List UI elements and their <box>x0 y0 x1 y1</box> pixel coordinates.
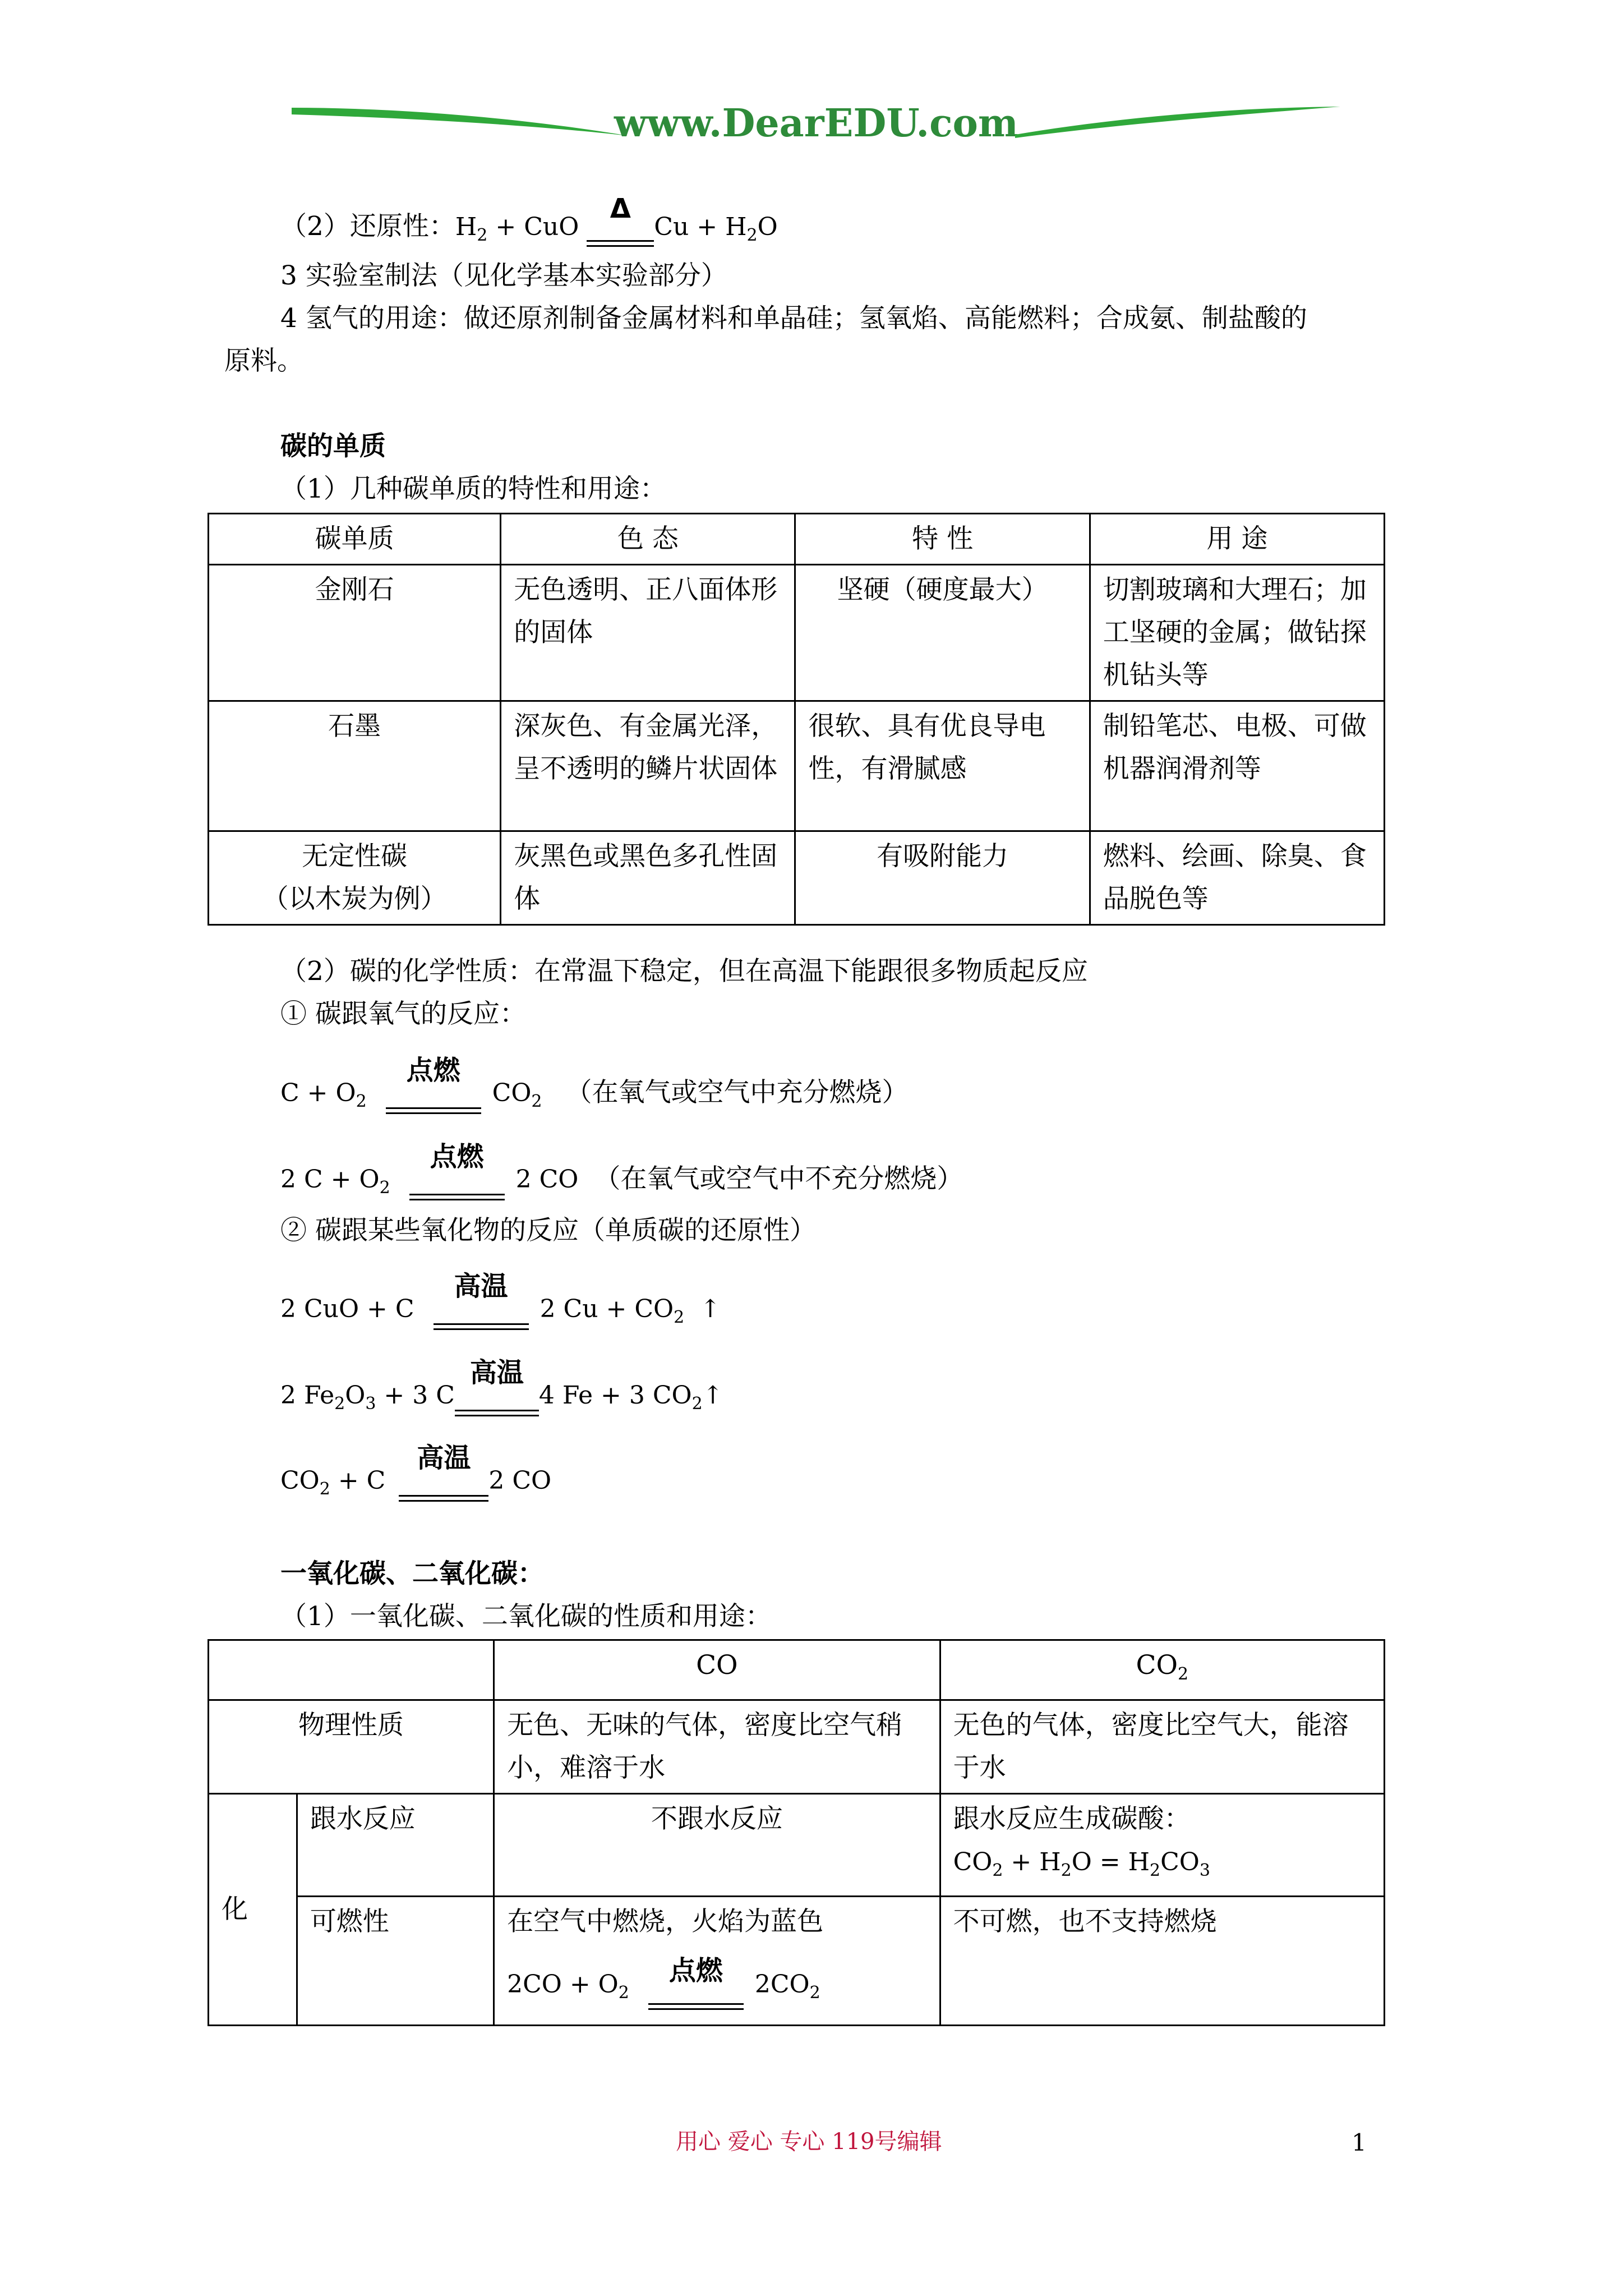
table-cell: 很软、具有优良导电性，有滑腻感 <box>795 701 1090 831</box>
table-cell: 跟水反应生成碳酸： $CO_2 + H_2O = H_2CO_3$ <box>940 1794 1384 1897</box>
oxygen-reaction-title: ① 碳跟氧气的反应： <box>280 999 526 1029</box>
table-cell: 深灰色、有金属光泽，呈不透明的鳞片状固体 <box>501 701 795 831</box>
header-swoosh-right-icon <box>1015 101 1340 140</box>
ignite-condition-arrow: 点燃 <box>409 1171 505 1205</box>
table-cell: 无色、无味的气体，密度比空气稍小，难溶于水 <box>494 1700 940 1794</box>
page-number: 1 <box>1352 2129 1367 2156</box>
table-cell: 石墨 <box>209 701 501 831</box>
ignite-condition-arrow: 点燃 <box>648 1981 744 2014</box>
co-co2-table <box>208 1639 1385 2026</box>
table-cell: 无色透明、正八面体形的固体 <box>501 565 795 701</box>
table-header-row <box>209 1640 1385 1700</box>
table-cell: 切割玻璃和大理石；加工坚硬的金属；做钻探机钻头等 <box>1090 565 1384 701</box>
table-header-cell: 特 性 <box>795 514 1090 565</box>
equation-c-o2-full: $C + O_2$ 点燃 $CO_2$ （在氧气或空气中充分燃烧） <box>280 1076 908 1119</box>
equation-c-o2-partial: 2 $C + O_2$ 点燃 2 CO （在氧气或空气中不充分燃烧） <box>280 1162 963 1205</box>
table-header-cell: $CO_2$ <box>940 1640 1384 1700</box>
co-section-title: 一氧化碳、二氧化碳： <box>280 1558 544 1589</box>
carbon-section-title: 碳的单质 <box>280 431 386 462</box>
hydrogen-use-text: 4 氢气的用途：做还原剂制备金属材料和单晶硅；氢氧焰、高能燃料；合成氨、制盐酸的 <box>280 303 1307 334</box>
reduce-line: （2）还原性：$H_2$ + CuO Δ $Cu + H_2O$ <box>280 210 778 252</box>
table-cell: 灰黑色或黑色多孔性固体 <box>501 831 795 925</box>
table-cell: 无定性碳 （以木炭为例） <box>209 831 501 925</box>
table-cell: 物理性质 <box>209 1700 494 1794</box>
table-cell: 化 <box>209 1794 297 2026</box>
table-cell: 燃料、绘画、除臭、食品脱色等 <box>1090 831 1384 925</box>
heat-condition-arrow: Δ <box>587 219 654 252</box>
table-header-cell: CO <box>494 1640 940 1700</box>
table-cell: 无色的气体，密度比空气大，能溶于水 <box>940 1700 1384 1794</box>
carbon-table <box>208 513 1385 926</box>
table-header-cell <box>209 1640 494 1700</box>
equation-co2-c: $CO_2 + C$ 高温 2 CO <box>280 1464 551 1506</box>
equation-cuo-c: 2 CuO + C 高温 2 $Cu + CO_2$ ↑ <box>280 1292 721 1335</box>
hydrogen-use-text-cont: 原料。 <box>224 346 303 376</box>
ignite-condition-arrow: 点燃 <box>386 1085 481 1119</box>
table-cell: 跟水反应 <box>297 1794 494 1897</box>
table-row <box>209 1700 1385 1794</box>
table-cell: 有吸附能力 <box>795 831 1090 925</box>
lab-method-text: 3 实验室制法（见化学基本实验部分） <box>280 260 727 291</box>
high-temp-condition-arrow: 高温 <box>399 1473 488 1506</box>
table-row <box>209 1794 1385 1897</box>
header-swoosh-left-icon <box>292 102 628 141</box>
table-header-cell: 色 态 <box>501 514 795 565</box>
table-cell: 制铅笔芯、电极、可做机器润滑剂等 <box>1090 701 1384 831</box>
table-cell: 坚硬（硬度最大） <box>795 565 1090 701</box>
high-temp-condition-arrow: 高温 <box>434 1301 529 1335</box>
table-cell: 在空气中燃烧，火焰为蓝色 $2CO + O_2$ 点燃 $2CO_2$ <box>494 1897 940 2026</box>
table-cell: 金刚石 <box>209 565 501 701</box>
table-header-row <box>209 514 1385 565</box>
high-temp-condition-arrow: 高温 <box>455 1387 539 1421</box>
footer-credit: 用心 爱心 专心 119号编辑 <box>676 2129 942 2155</box>
co-subtitle: （1）一氧化碳、二氧化碳的性质和用途： <box>280 1601 772 1632</box>
table-cell: 不跟水反应 <box>494 1794 940 1897</box>
table-header-cell: 用 途 <box>1090 514 1384 565</box>
table-cell: 不可燃，也不支持燃烧 <box>940 1897 1384 2026</box>
oxide-reaction-title: ② 碳跟某些氧化物的反应（单质碳的还原性） <box>280 1215 816 1246</box>
table-row <box>209 831 1385 925</box>
table-row <box>209 701 1385 831</box>
table-row <box>209 1897 1385 2026</box>
carbon-subtitle: （1）几种碳单质的特性和用途： <box>280 473 666 504</box>
header-site-title: www.DearEDU.com <box>614 101 1018 146</box>
equation-fe2o3-c: 2 $Fe_2O_3 + 3$ C 高温 4 Fe + 3 $CO_2↑$ <box>280 1379 723 1421</box>
table-header-cell: 碳单质 <box>209 514 501 565</box>
carbon-chem-title: （2）碳的化学性质：在常温下稳定，但在高温下能跟很多物质起反应 <box>280 956 1088 987</box>
table-row <box>209 565 1385 701</box>
table-cell: 可燃性 <box>297 1897 494 2026</box>
